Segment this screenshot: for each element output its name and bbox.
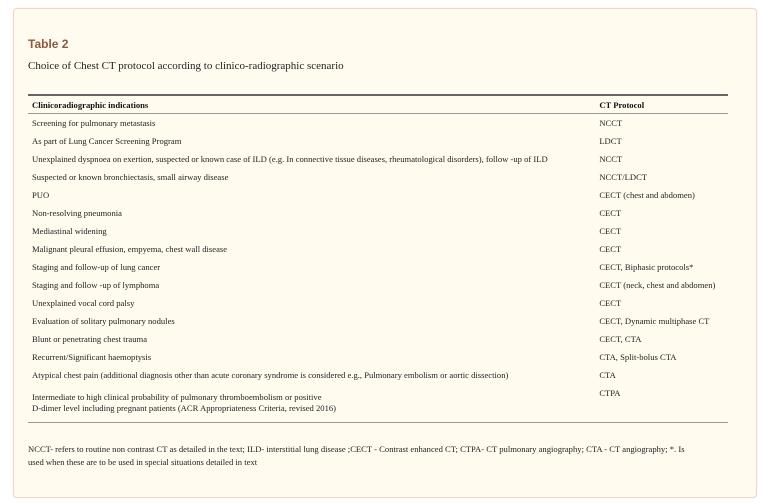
protocol-cell: NCCT <box>599 153 623 164</box>
indication-cell: Staging and follow-up of lung cancer <box>32 261 161 272</box>
table-caption: Choice of Chest CT protocol according to clinico-radiographic scenario <box>28 60 344 72</box>
protocol-cell: CECT (neck, chest and abdomen) <box>599 279 716 290</box>
header-row <box>28 95 728 114</box>
table-row <box>28 132 728 150</box>
protocol-cell: CECT (chest and abdomen) <box>599 189 695 200</box>
indication-cell: PUO <box>32 189 50 200</box>
table-row <box>28 186 728 204</box>
table-row <box>28 222 728 240</box>
table-body <box>28 114 728 423</box>
protocol-cell: CTPA <box>599 388 621 398</box>
protocol-cell: CTA <box>599 369 616 380</box>
table-row <box>28 276 728 294</box>
footnote-line-1: NCCT- refers to routine non contrast CT as detailed in the text; ILD- interstitial lung disease ;CECT - Contrast enhanced CT; CTPA- CT pulmonary angiography; CTA - CT angiography; *. Is <box>28 444 685 454</box>
footnote-line-2: used when these are to be used in special situations detailed in text <box>28 457 258 467</box>
table-row <box>28 330 728 348</box>
protocol-cell: NCCT/LDCT <box>599 171 648 182</box>
indication-cell: Mediastinal widening <box>32 225 107 236</box>
protocol-cell: CECT, Biphasic protocols* <box>599 261 694 272</box>
table-row <box>28 114 728 133</box>
table-row <box>28 258 728 276</box>
table-row <box>28 168 728 186</box>
protocol-cell: LDCT <box>599 135 622 146</box>
indication-cell: As part of Lung Cancer Screening Program <box>32 135 182 146</box>
indication-cell: Malignant pleural effusion, empyema, chest wall disease <box>32 243 228 254</box>
indication-line-2: D-dimer level including pregnant patients (ACR Appropriateness Criteria, revised 2016) <box>32 403 337 413</box>
indication-cell: Blunt or penetrating chest trauma <box>32 333 148 344</box>
ct-protocol-table <box>28 94 728 423</box>
table-card <box>13 8 757 498</box>
table-row <box>28 294 728 312</box>
indication-cell: Evaluation of solitary pulmonary nodules <box>32 315 175 326</box>
table-row <box>28 312 728 330</box>
indication-cell: Unexplained dyspnoea on exertion, suspected or known case of ILD (e.g. In connective tissue diseases, rheumatological disorders), follow -up of ILD <box>32 153 548 164</box>
protocol-cell: NCCT <box>599 117 623 128</box>
protocol-cell: CECT, Dynamic multiphase CT <box>599 315 710 326</box>
table-row <box>28 348 728 366</box>
table-container <box>28 94 728 423</box>
protocol-cell: CECT <box>599 207 622 218</box>
protocol-cell: CECT <box>599 243 622 254</box>
indication-cell: Unexplained vocal cord palsy <box>32 297 135 308</box>
table-row <box>28 204 728 222</box>
indication-line-1: Intermediate to high clinical probability of pulmonary thromboembolism or positive <box>32 392 322 402</box>
indication-cell: Suspected or known bronchiectasis, small airway disease <box>32 171 229 182</box>
table-row <box>28 366 728 384</box>
protocol-cell: CTA, Split-bolus CTA <box>599 351 677 362</box>
table-row <box>28 150 728 168</box>
table-row <box>28 384 728 423</box>
protocol-cell: CECT, CTA <box>599 333 642 344</box>
table-row <box>28 240 728 258</box>
header-ct-protocol: CT Protocol <box>599 100 645 110</box>
indication-cell: Screening for pulmonary metastasis <box>32 117 156 128</box>
indication-cell <box>28 384 595 423</box>
header-indications: Clinicoradiographic indications <box>32 100 149 110</box>
indication-cell: Atypical chest pain (additional diagnosis other than acute coronary syndrome is considered e.g., Pulmonary embolism or aortic dissection) <box>32 369 509 380</box>
table-label: Table 2 <box>28 37 69 51</box>
protocol-cell: CECT <box>599 297 622 308</box>
indication-cell: Staging and follow -up of lymphoma <box>32 279 160 290</box>
table-footnote <box>28 443 728 469</box>
table-header <box>28 95 728 114</box>
indication-cell: Non-resolving pneumonia <box>32 207 122 218</box>
indication-cell: Recurrent/Significant haemoptysis <box>32 351 152 362</box>
protocol-cell: CECT <box>599 225 622 236</box>
